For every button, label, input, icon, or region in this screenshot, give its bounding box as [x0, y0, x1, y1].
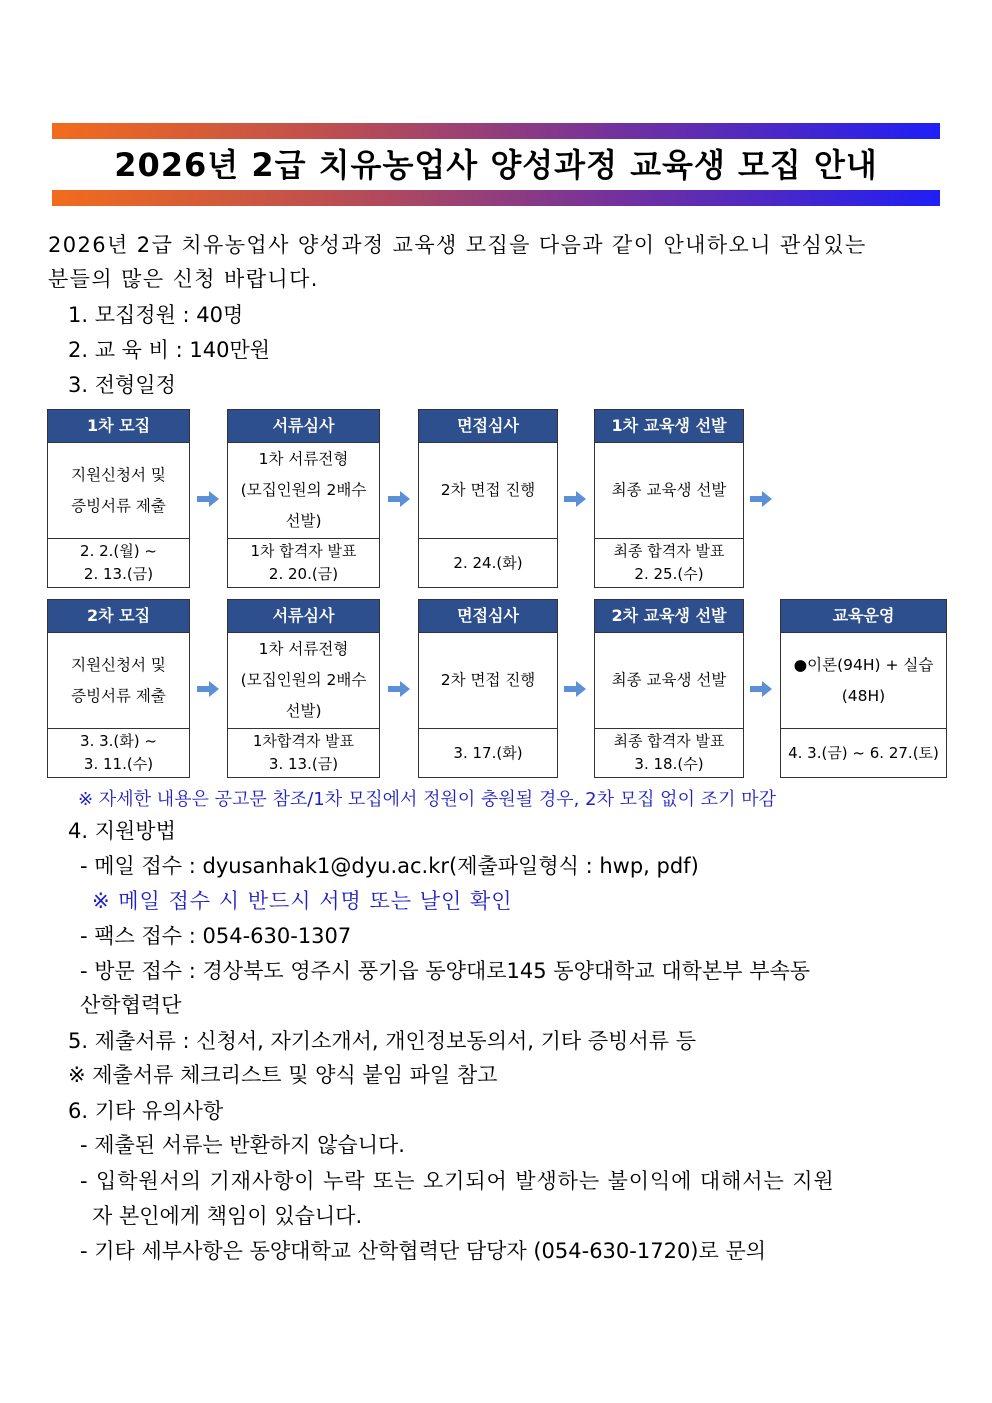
step-body — [48, 633, 189, 729]
flow-arrow-icon — [197, 681, 219, 697]
step-body-line: 지원신청서 및 — [71, 465, 166, 484]
step-body-line: 선발) — [285, 702, 322, 720]
step-date-line: 2. 25.(수) — [634, 565, 704, 583]
step-header: 면접심사 — [419, 410, 557, 443]
recruit-count: 1. 모집정원 : 40명 — [68, 303, 244, 327]
flow1-step-4 — [594, 409, 744, 588]
step-date-line: 1차합격자 발표 — [252, 732, 355, 750]
step-body-line: ●이론(94H) + 실습(48H) — [793, 655, 934, 705]
title-bottom-bar — [52, 190, 940, 206]
flow2-step-3 — [418, 599, 558, 778]
step-date-line: 2. 13.(금) — [83, 565, 154, 583]
step-body-line: (모집인원의 2배수 — [240, 481, 367, 499]
step-body-line: 2차 면접 진행 — [440, 671, 536, 689]
step-date-line: 3. 13.(금) — [268, 755, 339, 773]
step-date-line: 3. 3.(화) ~ — [80, 732, 157, 750]
step-body-line: 선발) — [285, 512, 322, 530]
step-body-line: 1차 서류전형 — [258, 640, 349, 658]
title-top-bar — [52, 123, 940, 139]
step-body — [228, 633, 379, 729]
step-date-line: 4. 3.(금) ~ 6. 27.(토) — [788, 743, 939, 762]
apply-fax: - 팩스 접수 : 054-630-1307 — [80, 924, 352, 948]
step-body — [595, 633, 743, 729]
step-header: 교육운영 — [781, 600, 946, 633]
apply-email: - 메일 접수 : dyusanhak1@dyu.ac.kr(제출파일형식 : hwp, pdf) — [80, 854, 699, 878]
step-date-line: 2. 2.(월) ~ — [80, 542, 157, 560]
step-date-line: 3. 11.(수) — [83, 755, 154, 773]
step-body-line: (모집인원의 2배수 — [240, 671, 367, 689]
step-header: 1차 모집 — [48, 410, 189, 443]
etc-line-1: - 제출된 서류는 반환하지 않습니다. — [80, 1133, 405, 1157]
step-header: 서류심사 — [228, 410, 379, 443]
flow2-step-1 — [47, 599, 190, 778]
step-body — [419, 633, 557, 729]
etc-line-2: - 입학원서의 기재사항이 누락 또는 오기되어 발생하는 불이익에 대해서는 지원 — [80, 1169, 835, 1193]
step-body — [228, 443, 379, 539]
step-body-line: 1차 서류전형 — [258, 450, 349, 468]
step-date — [48, 729, 189, 777]
step-date — [595, 729, 743, 777]
step-date-line: 1차 합격자 발표 — [250, 542, 357, 560]
flow2-step-5 — [780, 599, 947, 778]
schedule-note: ※ 자세한 내용은 공고문 참조/1차 모집에서 정원이 충원될 경우, 2차 모집 없이 조기 마감 — [78, 789, 776, 810]
step-date — [419, 539, 557, 587]
flow-arrow-icon — [750, 491, 772, 507]
flow2-step-4 — [594, 599, 744, 778]
step-header: 1차 교육생 선발 — [595, 410, 743, 443]
tuition-fee: 2. 교 육 비 : 140만원 — [68, 338, 270, 362]
step-date — [48, 539, 189, 587]
flow1-step-1 — [47, 409, 190, 588]
step-date — [228, 539, 379, 587]
step-date — [781, 729, 946, 777]
step-body — [781, 633, 946, 729]
step-date — [595, 539, 743, 587]
step-date-line: 3. 17.(화) — [453, 743, 523, 762]
apply-heading: 4. 지원방법 — [68, 819, 176, 843]
flow-arrow-icon — [197, 491, 219, 507]
step-header: 서류심사 — [228, 600, 379, 633]
flow1-step-3 — [418, 409, 558, 588]
flow-arrow-icon — [750, 681, 772, 697]
schedule-heading: 3. 전형일정 — [68, 373, 176, 397]
flow-arrow-icon — [564, 681, 586, 697]
apply-visit-line-2: 산학협력단 — [80, 993, 182, 1017]
step-header: 면접심사 — [419, 600, 557, 633]
step-header: 2차 모집 — [48, 600, 189, 633]
step-body-line: 최종 교육생 선발 — [611, 481, 727, 499]
step-body-line: 2차 면접 진행 — [440, 481, 536, 499]
apply-visit-line-1: - 방문 접수 : 경상북도 영주시 풍기읍 동양대로145 동양대학교 대학본부 부속동 — [80, 959, 811, 983]
documents-line: 5. 제출서류 : 신청서, 자기소개서, 개인정보동의서, 기타 증빙서류 등 — [68, 1029, 696, 1053]
step-date-line: 3. 18.(수) — [634, 755, 704, 773]
page-title: 2026년 2급 치유농업사 양성과정 교육생 모집 안내 — [114, 146, 878, 184]
flow-arrow-icon — [564, 491, 586, 507]
step-date-line: 최종 합격자 발표 — [613, 732, 725, 750]
step-date-line: 2. 20.(금) — [268, 565, 339, 583]
step-date-line: 최종 합격자 발표 — [613, 542, 725, 560]
step-body — [48, 443, 189, 539]
step-date — [419, 729, 557, 777]
etc-heading: 6. 기타 유의사항 — [68, 1099, 224, 1123]
documents-note: ※ 제출서류 체크리스트 및 양식 붙임 파일 참고 — [68, 1063, 498, 1087]
step-date-line: 2. 24.(화) — [453, 553, 523, 572]
etc-line-4: - 기타 세부사항은 동양대학교 산학협력단 담당자 (054-630-1720)로 문의 — [80, 1239, 767, 1263]
intro-line-1: 2026년 2급 치유농업사 양성과정 교육생 모집을 다음과 같이 안내하오니 관심있는 — [48, 233, 867, 257]
flow1-step-2 — [227, 409, 380, 588]
step-body — [419, 443, 557, 539]
intro-line-2: 분들의 많은 신청 바랍니다. — [48, 267, 319, 291]
step-body — [595, 443, 743, 539]
step-header: 2차 교육생 선발 — [595, 600, 743, 633]
step-date — [228, 729, 379, 777]
flow-arrow-icon — [388, 681, 410, 697]
step-body-line: 지원신청서 및 — [71, 655, 166, 674]
step-body-line: 증빙서류 제출 — [71, 686, 166, 705]
flow2-step-2 — [227, 599, 380, 778]
apply-email-note: ※ 메일 접수 시 반드시 서명 또는 날인 확인 — [92, 889, 513, 913]
step-body-line: 최종 교육생 선발 — [611, 671, 727, 689]
step-body-line: 증빙서류 제출 — [71, 496, 166, 515]
etc-line-3: 자 본인에게 책임이 있습니다. — [92, 1204, 363, 1228]
flow-arrow-icon — [388, 491, 410, 507]
